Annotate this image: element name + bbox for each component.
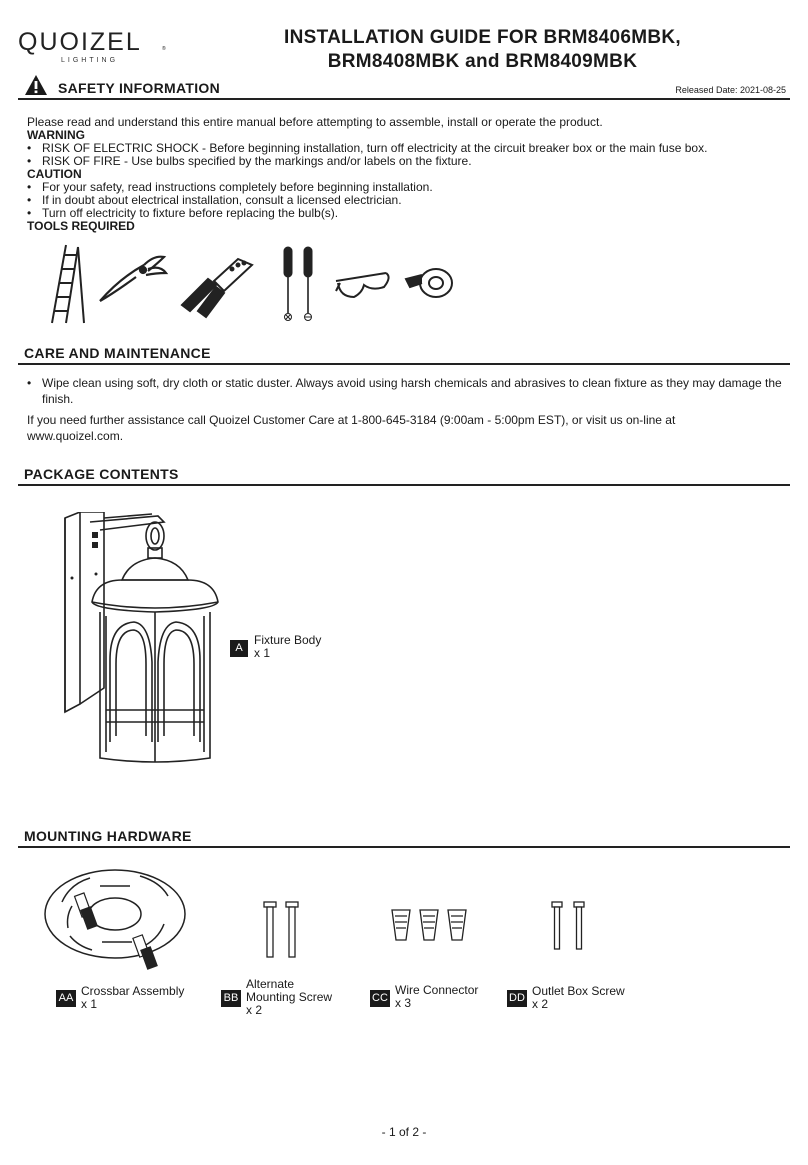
title-line1: INSTALLATION GUIDE FOR BRM8406MBK,	[284, 27, 681, 48]
warning-triangle-icon	[24, 74, 48, 96]
brand-logo	[18, 30, 168, 64]
fastener-dot	[92, 542, 98, 548]
tools-label: TOOLS REQUIRED	[27, 219, 135, 233]
fastener-dot	[92, 532, 98, 538]
alternate-mounting-screw-illustration	[258, 900, 306, 960]
outlet-box-screw-illustration	[546, 900, 594, 952]
brand-name: QUOIZEL	[18, 28, 142, 56]
screwdrivers-icon	[284, 247, 312, 321]
care-section-header	[18, 345, 790, 365]
part-qty: x 1	[81, 997, 98, 1011]
part-name: Crossbar Assembly	[81, 984, 185, 998]
part-name: Outlet Box Screw	[532, 984, 625, 998]
part-code-dd: DD	[507, 990, 527, 1007]
part-qty: x 2	[246, 1003, 263, 1017]
hardware-heading: MOUNTING HARDWARE	[24, 828, 192, 844]
caution-item: • Turn off electricity to fixture before replacing the bulb(s).	[27, 207, 787, 220]
warning-item: • RISK OF ELECTRIC SHOCK - Before beginning installation, turn off electricity at the circuit breaker box or the main fuse box.	[27, 142, 787, 155]
brand-reg: ®	[162, 46, 166, 52]
safety-body	[27, 116, 787, 233]
part-name: Fixture Body	[254, 633, 322, 647]
package-section-header	[18, 466, 790, 486]
wire-connector-illustration	[388, 906, 472, 946]
hardware-section-header	[18, 828, 790, 848]
part-code-a: A	[230, 640, 248, 657]
part-qty: x 1	[254, 646, 271, 660]
part-qty: x 3	[395, 996, 412, 1010]
part-label-aa	[81, 985, 184, 1011]
safety-heading: SAFETY INFORMATION	[58, 80, 220, 96]
fixture-body-illustration	[60, 512, 230, 770]
warning-item: • RISK OF FIRE - Use bulbs specified by the markings and/or labels on the fixture.	[27, 155, 787, 168]
care-heading: CARE AND MAINTENANCE	[24, 345, 211, 361]
customer-care-text: If you need further assistance call Quoizel Customer Care at 1-800-645-3184 (9:00am - 5:00pm EST), or visit us on-line at www.quoizel.com.	[27, 413, 676, 443]
wire-stripper-icon	[182, 259, 252, 317]
safety-intro: Please read and understand this entire manual before attempting to assemble, install or operate the product.	[27, 115, 603, 129]
care-bullet: • Wipe clean using soft, dry cloth or static duster. Always avoid using harsh chemicals and abrasives to clean fixture as they may damage the finish.	[27, 375, 790, 407]
page-number: - 1 of 2 -	[381, 1125, 427, 1139]
part-label-cc	[395, 984, 478, 1010]
part-label-a	[254, 634, 321, 660]
document-title	[230, 26, 735, 74]
part-code-aa: AA	[56, 990, 76, 1007]
safety-section-header	[18, 80, 790, 100]
released-date: Released Date: 2021-08-25	[675, 85, 786, 95]
ladder-icon	[52, 245, 84, 323]
title-line2: BRM8408MBK and BRM8409MBK	[327, 51, 638, 72]
warning-label: WARNING	[27, 128, 85, 142]
part-label-dd	[532, 985, 625, 1011]
part-code-cc: CC	[370, 990, 390, 1007]
brand-sub: LIGHTING	[61, 57, 119, 64]
part-name-line2: Mounting Screw	[246, 990, 333, 1004]
part-qty: x 2	[532, 997, 549, 1011]
caution-item: • If in doubt about electrical installation, consult a licensed electrician.	[27, 194, 787, 207]
part-name-line1: Alternate	[246, 977, 295, 991]
tools-illustration	[40, 243, 460, 333]
part-name: Wire Connector	[395, 983, 479, 997]
crossbar-assembly-illustration	[40, 862, 190, 980]
pliers-icon	[100, 257, 166, 301]
part-code-bb: BB	[221, 990, 241, 1007]
caution-label: CAUTION	[27, 167, 82, 181]
caution-item: • For your safety, read instructions completely before beginning installation.	[27, 181, 787, 194]
package-heading: PACKAGE CONTENTS	[24, 466, 179, 482]
electrical-tape-icon	[406, 269, 452, 297]
part-label-bb	[246, 978, 332, 1017]
safety-glasses-icon	[336, 273, 389, 297]
